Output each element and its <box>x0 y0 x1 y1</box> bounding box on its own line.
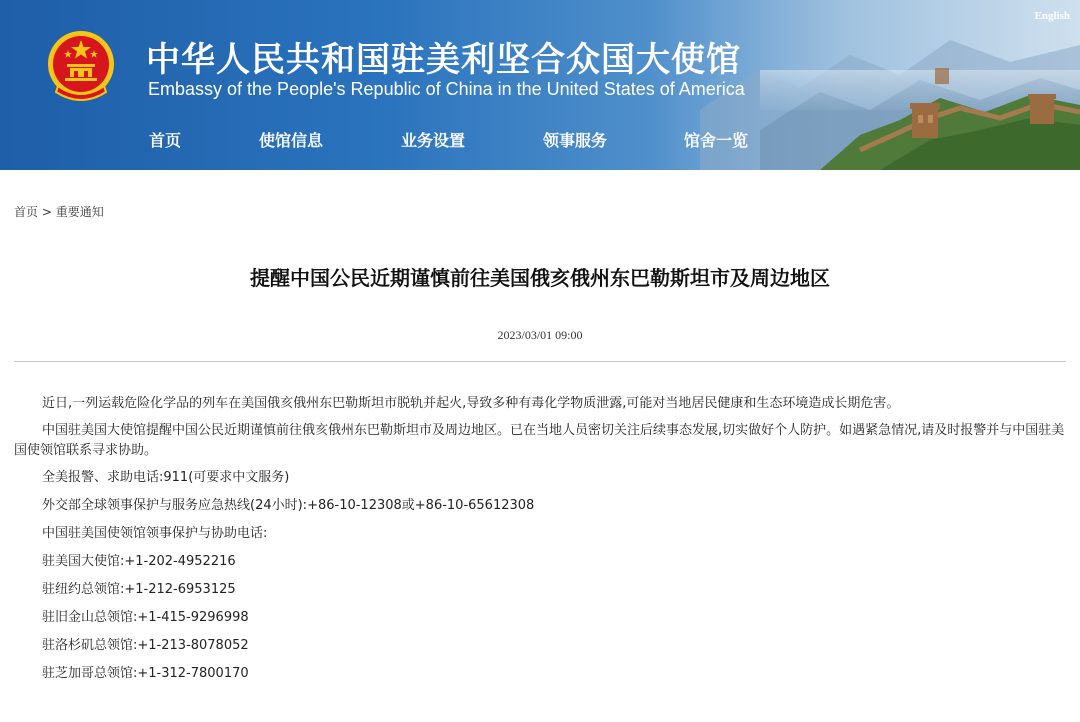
breadcrumb-home[interactable]: 首页 <box>14 205 39 219</box>
site-banner <box>0 0 1080 170</box>
national-emblem-icon[interactable] <box>44 28 118 106</box>
nav-premises[interactable]: 馆舍一览 <box>684 131 749 150</box>
new-york-phone: 驻纽约总领馆:+1-212-6953125 <box>42 582 236 597</box>
hotline-line: 外交部全球领事保护与服务应急热线(24小时):+86-10-12308或+86-10-65612308 <box>42 498 535 513</box>
title-divider <box>14 361 1066 362</box>
breadcrumb <box>14 203 104 220</box>
consulate-phones-heading: 中国驻美国使领馆领事保护与协助电话: <box>42 526 268 541</box>
english-link[interactable]: English <box>1034 10 1070 22</box>
article-paragraph: 中国驻美国大使馆提醒中国公民近期谨慎前往俄亥俄州东巴勒斯坦市及周边地区。已在当地人员密切关注后续事态发展,切实做好个人防护。如遇紧急情况,请及时报警并与中国驻美国使领馆联系寻求协助。 <box>14 423 1065 458</box>
article-paragraph: 近日,一列运载危险化学品的列车在美国俄亥俄州东巴勒斯坦市脱轨并起火,导致多种有毒化学物质泄露,可能对当地居民健康和生态环境造成长期危害。 <box>42 396 900 411</box>
breadcrumb-current[interactable]: 重要通知 <box>55 205 104 219</box>
emergency-phone-line: 全美报警、求助电话:911(可要求中文服务) <box>42 470 290 485</box>
embassy-phone: 驻美国大使馆:+1-202-4952216 <box>42 554 236 569</box>
chicago-phone: 驻芝加哥总领馆:+1-312-7800170 <box>42 666 249 681</box>
nav-services[interactable]: 业务设置 <box>401 131 466 150</box>
nav-home[interactable]: 首页 <box>149 131 182 150</box>
main-nav <box>0 128 1080 154</box>
los-angeles-phone: 驻洛杉矶总领馆:+1-213-8078052 <box>42 638 249 653</box>
nav-consular[interactable]: 领事服务 <box>543 131 608 150</box>
article-body <box>14 394 1066 692</box>
site-title-cn: 中华人民共和国驻美利坚合众国大使馆 <box>146 40 741 80</box>
breadcrumb-separator: > <box>41 205 52 219</box>
san-francisco-phone: 驻旧金山总领馆:+1-415-9296998 <box>42 610 249 625</box>
nav-embassy-info[interactable]: 使馆信息 <box>259 131 324 150</box>
article-title: 提醒中国公民近期谨慎前往美国俄亥俄州东巴勒斯坦市及周边地区 <box>250 266 830 290</box>
site-title-en: Embassy of the People's Republic of China in the United States of America <box>148 79 745 99</box>
article-date: 2023/03/01 09:00 <box>497 328 583 342</box>
